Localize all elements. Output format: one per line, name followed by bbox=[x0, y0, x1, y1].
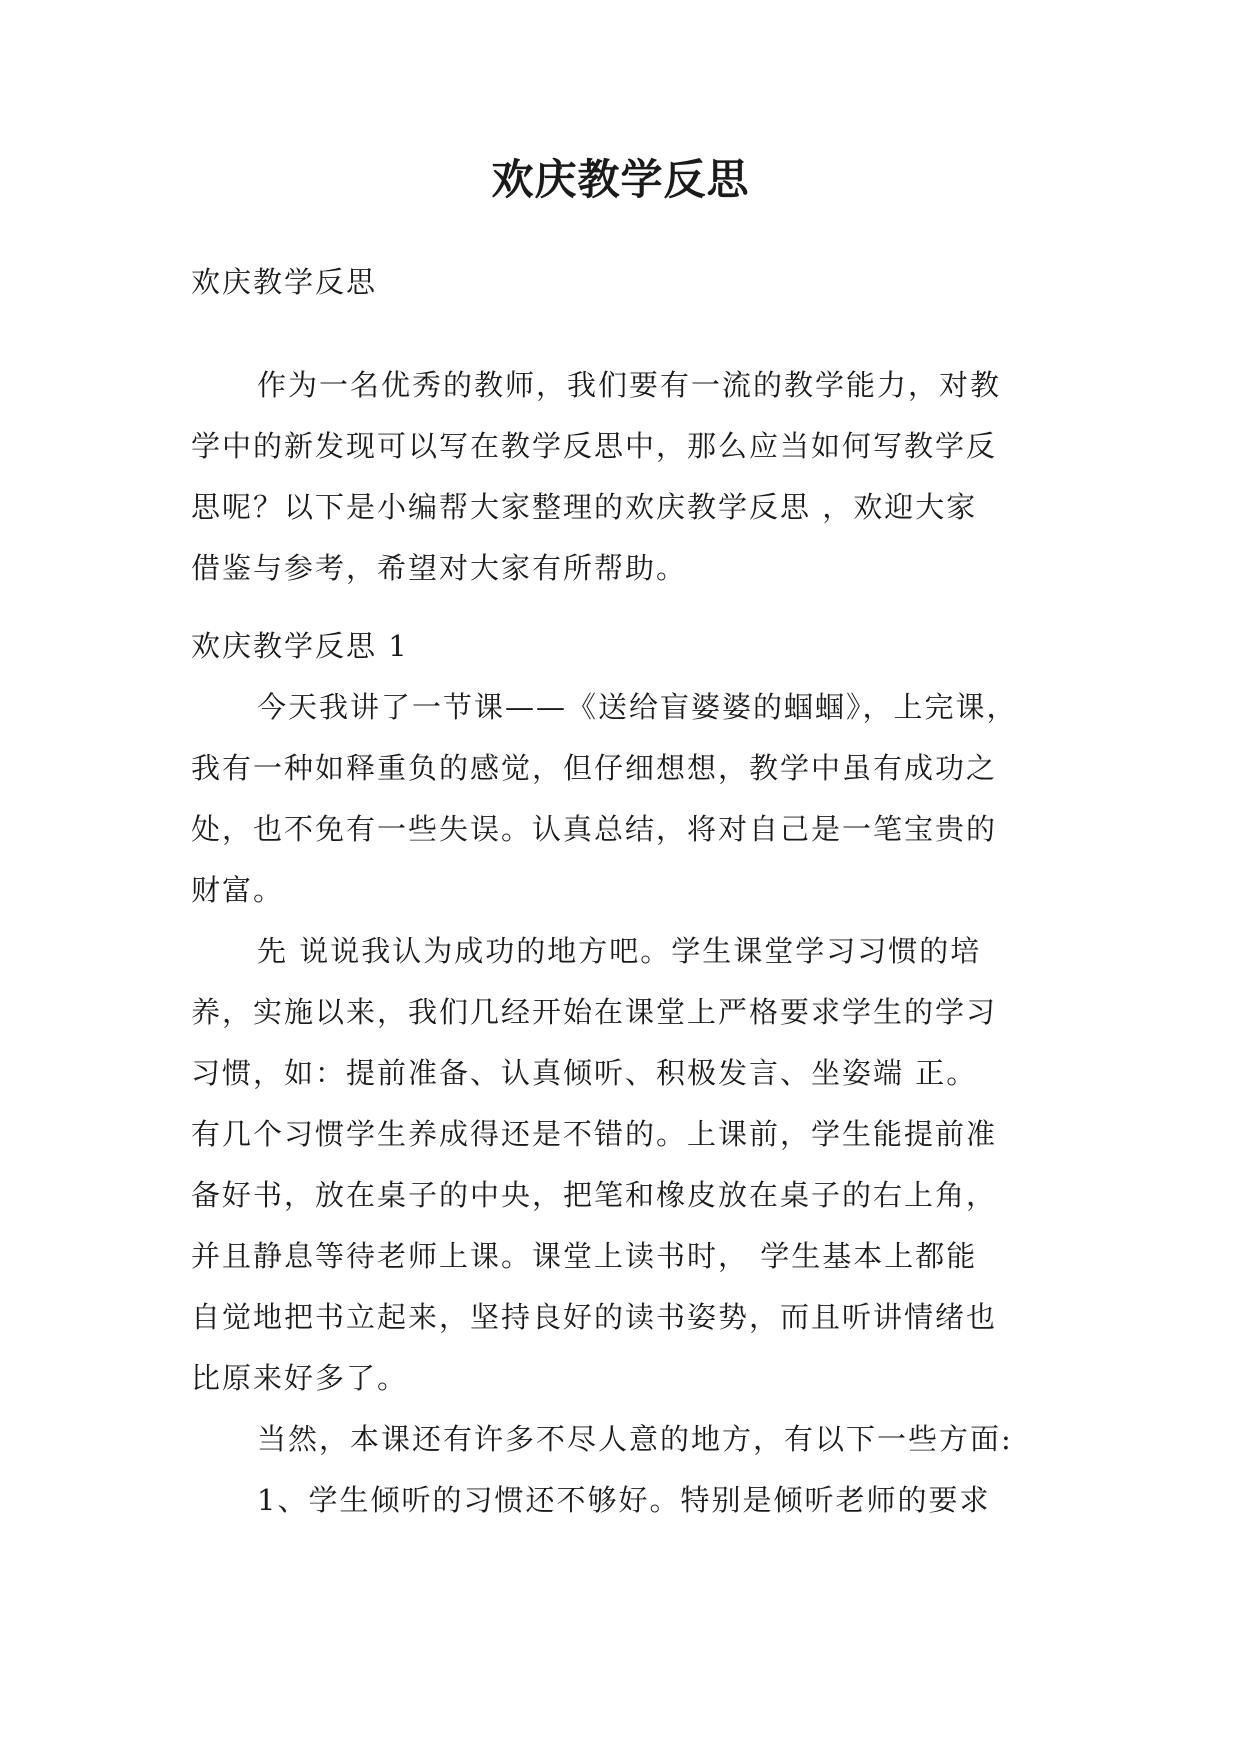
paragraph-2 bbox=[191, 921, 1061, 1409]
paragraph-line: 先 说说我认为成功的地方吧。学生课堂学习习惯的培 bbox=[257, 934, 982, 968]
paragraph-line: 并且静息等待老师上课。课堂上读书时， 学生基本上都能 bbox=[191, 1239, 978, 1273]
section-heading-text: 欢庆教学反思 1 bbox=[191, 629, 409, 663]
paragraph-1 bbox=[191, 677, 1061, 921]
paragraph-3 bbox=[191, 1409, 1061, 1470]
document-subtitle bbox=[191, 252, 1061, 313]
intro-line: 作为一名优秀的教师，我们要有一流的教学能力，对教 bbox=[257, 368, 1002, 402]
document-title: 欢庆教学反思 bbox=[491, 155, 750, 204]
paragraph-line: 财富。 bbox=[191, 873, 285, 907]
intro-paragraph bbox=[191, 355, 1061, 599]
section-heading bbox=[191, 616, 1061, 677]
paragraph-line: 比原来好多了。 bbox=[191, 1361, 409, 1395]
paragraph-line: 今天我讲了一节课——《送给盲婆婆的蝈蝈》，上完课， bbox=[257, 690, 1018, 724]
paragraph-line: 习惯，如：提前准备、认真倾听、积极发言、坐姿端 正。 bbox=[191, 1056, 978, 1090]
intro-line: 借鉴与参考，希望对大家有所帮助。 bbox=[191, 551, 688, 585]
paragraph-line: 1、学生倾听的习惯还不够好。特别是倾听老师的要求 bbox=[257, 1483, 991, 1517]
paragraph-line: 我有一种如释重负的感觉，但仔细想想，教学中虽有成功之 bbox=[191, 751, 998, 785]
paragraph-line: 备好书，放在桌子的中央，把笔和橡皮放在桌子的右上角， bbox=[191, 1178, 998, 1212]
intro-line: 思呢？以下是小编帮大家整理的欢庆教学反思 ，欢迎大家 bbox=[191, 490, 978, 524]
paragraph-line: 养，实施以来，我们几经开始在课堂上严格要求学生的学习 bbox=[191, 995, 998, 1029]
paragraph-line: 当然，本课还有许多不尽人意的地方，有以下一些方面: bbox=[257, 1422, 1013, 1456]
intro-line: 学中的新发现可以写在教学反思中，那么应当如何写教学反 bbox=[191, 429, 998, 463]
paragraph-4 bbox=[191, 1470, 1061, 1531]
subtitle-text: 欢庆教学反思 bbox=[191, 265, 378, 299]
paragraph-line: 处，也不免有一些失误。认真总结，将对自己是一笔宝贵的 bbox=[191, 812, 998, 846]
paragraph-line: 有几个习惯学生养成得还是不错的。上课前，学生能提前准 bbox=[191, 1117, 998, 1151]
paragraph-line: 自觉地把书立起来，坚持良好的读书姿势，而且听讲情绪也 bbox=[191, 1300, 998, 1334]
